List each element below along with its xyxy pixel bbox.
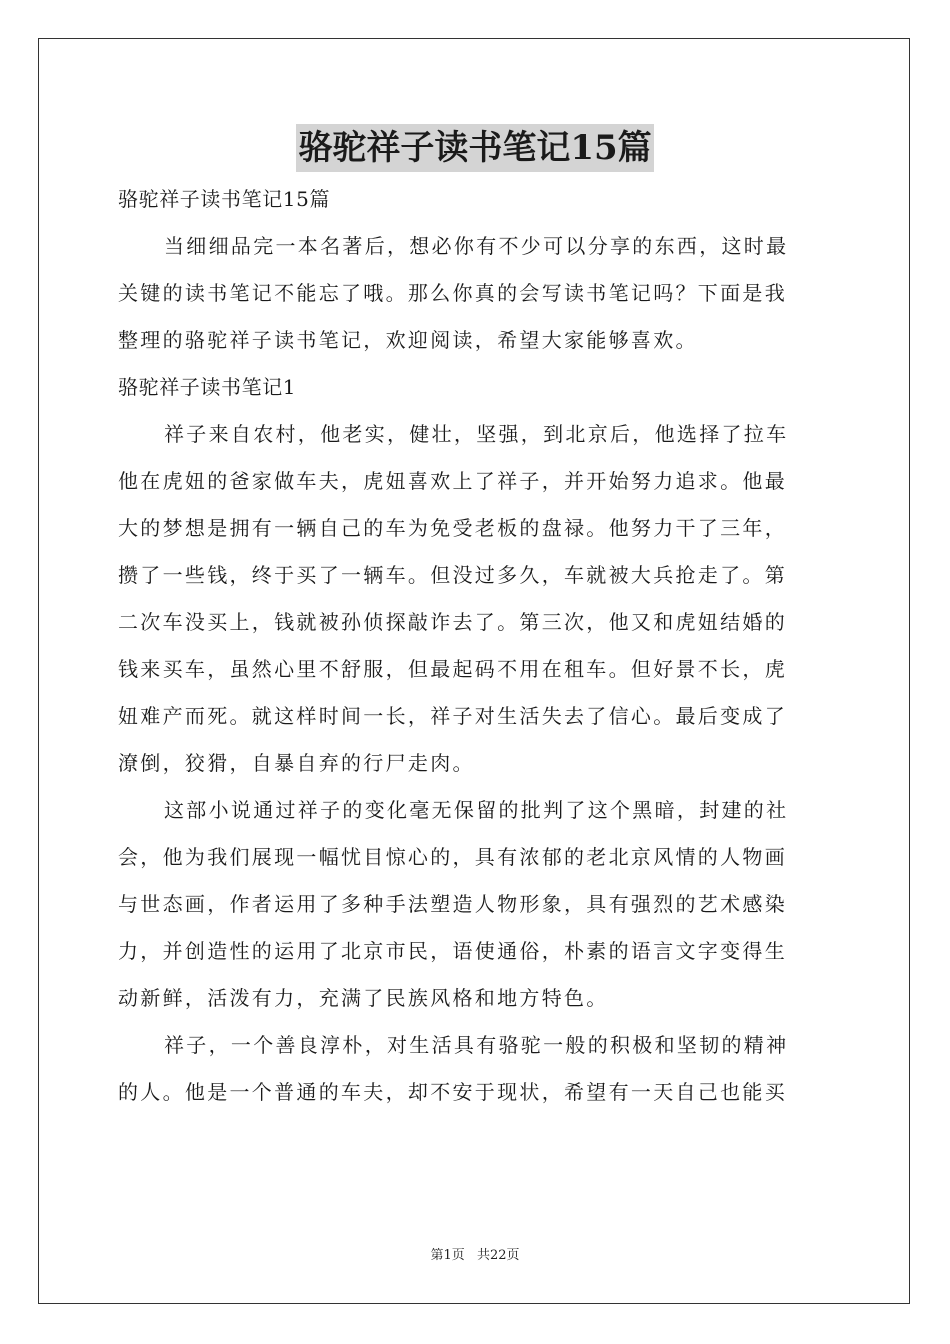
paragraph-line: 大的梦想是拥有一辆自己的车为免受老板的盘禄。他努力干了三年，: [118, 516, 787, 540]
paragraph-3: [118, 1022, 834, 1116]
paragraph-line: 钱来买车，虽然心里不舒服，但最起码不用在租车。但好景不长，虎: [118, 657, 787, 681]
paragraph-line: 他在虎妞的爸家做车夫，虎妞喜欢上了祥子，并开始努力追求。他最: [118, 469, 787, 493]
page-total: 共22页: [476, 1248, 520, 1263]
paragraph-2: [118, 787, 834, 1022]
paragraph-line: 动新鲜，活泼有力，充满了民族风格和地方特色。: [118, 986, 609, 1010]
paragraph-line: 会，他为我们展现一幅忧目惊心的，具有浓郁的老北京风情的人物画: [118, 845, 787, 869]
paragraph-line: 攒了一些钱，终于买了一辆车。但没过多久，车就被大兵抢走了。第: [118, 563, 787, 587]
paragraph-line: 二次车没买上，钱就被孙侦探敲诈去了。第三次，他又和虎妞结婚的: [118, 610, 787, 634]
page-number: 第1页: [430, 1248, 465, 1263]
document-subtitle: 骆驼祥子读书笔记15篇: [118, 187, 331, 211]
title-container: [0, 124, 950, 172]
section-heading: 骆驼祥子读书笔记1: [118, 375, 297, 399]
intro-paragraph: [118, 223, 834, 364]
paragraph-1: [118, 411, 834, 787]
paragraph-line: 当细细品完一本名著后，想必你有不少可以分享的东西，这时最: [164, 234, 789, 258]
paragraph-line: 整理的骆驼祥子读书笔记，欢迎阅读，希望大家能够喜欢。: [118, 328, 698, 352]
paragraph-line: 这部小说通过祥子的变化毫无保留的批判了这个黑暗，封建的社: [164, 798, 789, 822]
document-title: 骆驼祥子读书笔记15篇: [296, 124, 653, 172]
paragraph-line: 力，并创造性的运用了北京市民，语使通俗，朴素的语言文字变得生: [118, 939, 787, 963]
paragraph-line: 祥子，一个善良淳朴，对生活具有骆驼一般的积极和坚韧的精神: [164, 1033, 789, 1057]
paragraph-line: 祥子来自农村，他老实，健壮，坚强，到北京后，他选择了拉车: [164, 422, 789, 446]
paragraph-line: 妞难产而死。就这样时间一长，祥子对生活失去了信心。最后变成了: [118, 704, 787, 728]
document-body: [118, 176, 834, 1116]
paragraph-line: 的人。他是一个普通的车夫，却不安于现状，希望有一天自己也能买: [118, 1080, 787, 1104]
paragraph-line: 关键的读书笔记不能忘了哦。那么你真的会写读书笔记吗？下面是我: [118, 281, 787, 305]
paragraph-line: 与世态画，作者运用了多种手法塑造人物形象，具有强烈的艺术感染: [118, 892, 787, 916]
paragraph-line: 潦倒，狡猾，自暴自弃的行尸走肉。: [118, 751, 475, 775]
page-footer: [0, 1244, 950, 1263]
